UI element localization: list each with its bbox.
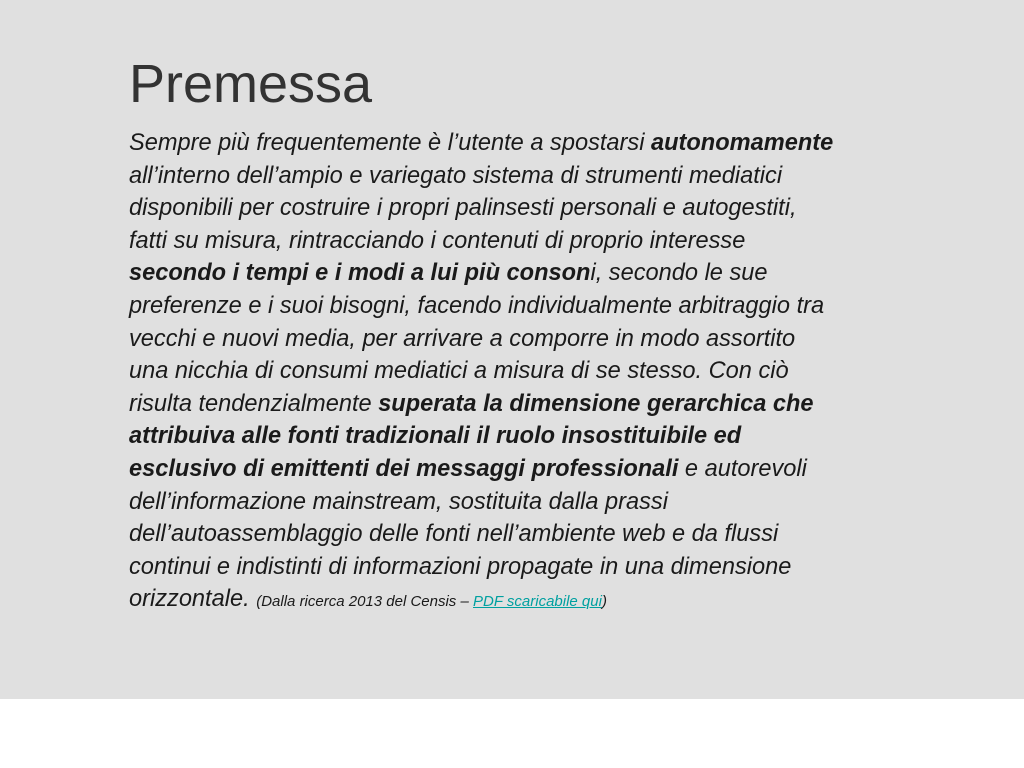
slide-title: Premessa — [129, 54, 373, 114]
source-prefix: (Dalla ricerca 2013 del Censis – — [256, 593, 473, 611]
body-text-segment: all’interno dell’ampio e variegato sistema di strumenti mediatici disponibili per costruire i propri palinsesti personali e autogestiti, fatti su misura, rintracciando i contenuti di proprio interesse — [129, 162, 797, 254]
emphasis-autonomamente: autonomamente — [651, 130, 834, 156]
pdf-download-link[interactable]: PDF scaricabile qui — [473, 593, 602, 611]
body-text-segment: i, secondo le sue preferenze e i suoi bisogni, facendo individualmente arbitraggio tra vecchi e nuovi media, per arrivare a comporre in modo assortito una nicchia di consumi mediatici a misura di se stesso. Con ciò risulta tendenzialmente — [129, 260, 825, 417]
body-text-segment: Sempre più frequentemente è l’utente a spostarsi — [129, 130, 651, 156]
source-suffix: ) — [601, 593, 607, 611]
body-text-segment: e autorevoli dell’informazione mainstream, sostituita dalla prassi dell’autoassemblaggio delle fonti nell’ambiente web e da flussi continui e indistinti di informazioni propagate in una dimensione orizzontale. — [129, 455, 807, 613]
emphasis-tempi-e-modi: secondo i tempi e i modi a lui più conson — [129, 260, 591, 287]
slide-body-paragraph — [129, 127, 841, 616]
source-citation — [256, 593, 607, 610]
footer-strip — [0, 699, 1024, 768]
emphasis-superata-dimensione: superata la dimensione gerarchica che attribuiva alle fonti tradizionali il ruolo insostituibile ed esclusivo di emittenti dei messaggi professionali — [129, 390, 814, 482]
